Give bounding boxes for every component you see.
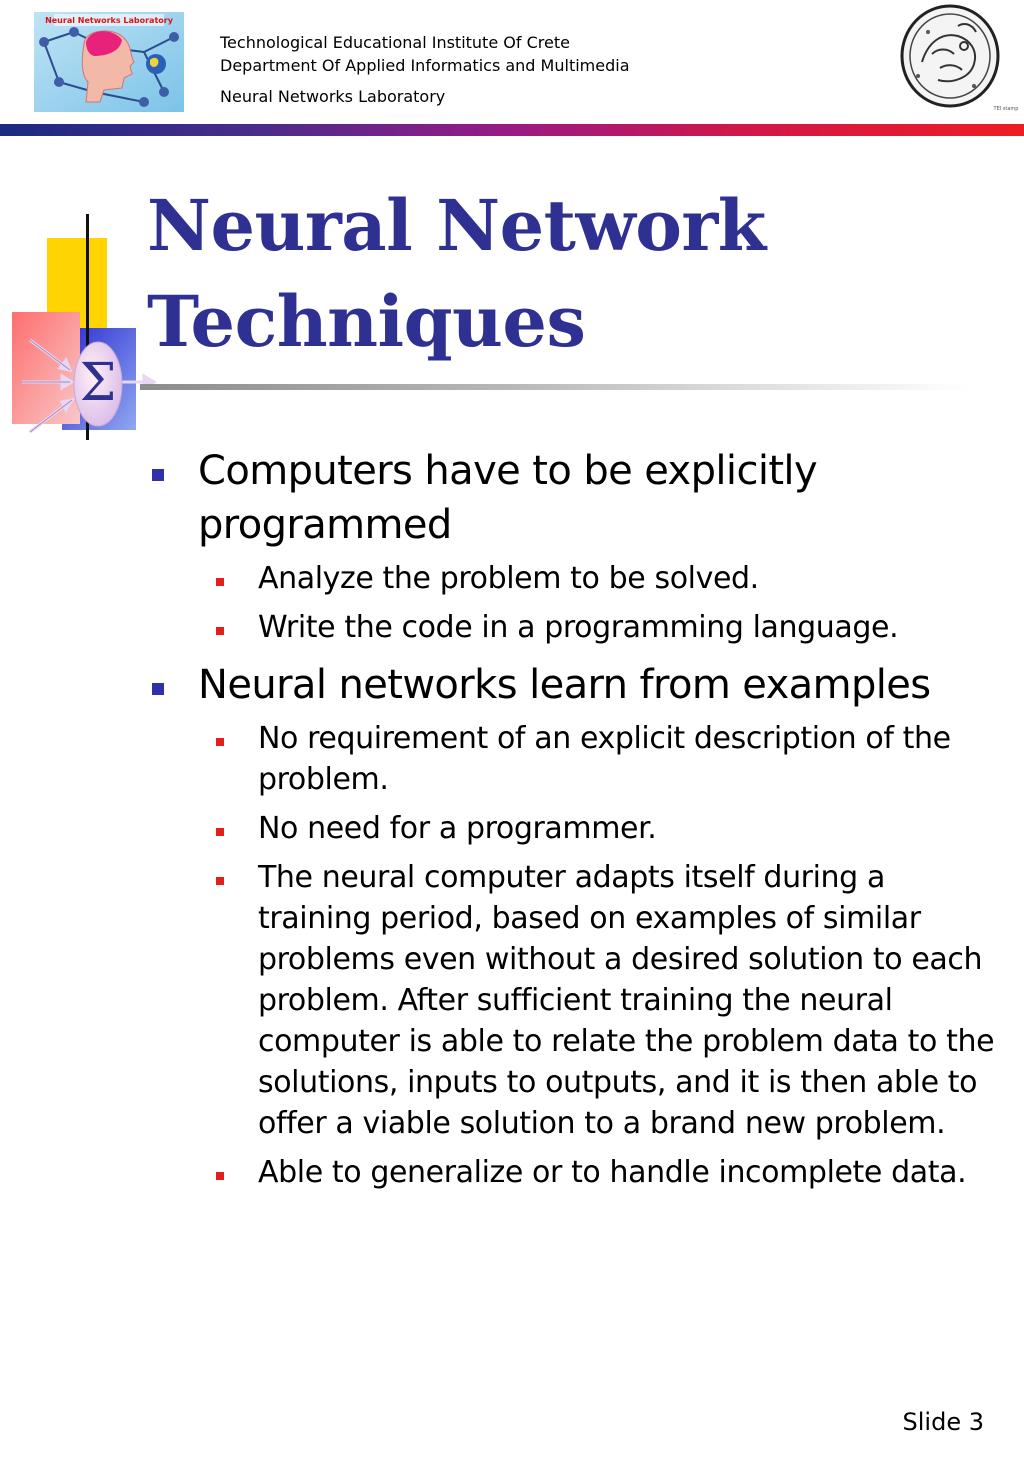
title-line-2: Techniques bbox=[147, 280, 586, 363]
stamp-caption: TEI stamp bbox=[993, 106, 1019, 112]
neuron-sigma-graphic bbox=[0, 200, 160, 450]
bullet-level2 bbox=[148, 718, 998, 800]
bullet-text: Neural networks learn from examples bbox=[198, 662, 931, 708]
bullet-level1 bbox=[148, 658, 998, 712]
slide-number: Slide 3 bbox=[902, 1408, 984, 1436]
institute-stamp bbox=[898, 2, 1024, 114]
bullet-level2 bbox=[148, 857, 998, 1144]
lab-logo-image bbox=[34, 12, 184, 112]
stamp-image bbox=[898, 2, 1024, 114]
sigma-symbol: Σ bbox=[79, 353, 117, 413]
title-decoration bbox=[0, 200, 160, 450]
square-bullet-icon bbox=[152, 683, 164, 695]
square-bullet-icon bbox=[216, 738, 224, 746]
bullet-level2 bbox=[148, 808, 998, 849]
bullet-level1 bbox=[148, 444, 998, 552]
slide-title bbox=[147, 178, 987, 370]
header-text-block bbox=[220, 31, 630, 108]
square-bullet-icon bbox=[216, 627, 224, 635]
square-bullet-icon bbox=[216, 877, 224, 885]
lab-logo bbox=[34, 12, 184, 112]
slide-content bbox=[148, 444, 998, 1201]
title-line-1: Neural Network bbox=[147, 184, 766, 267]
square-bullet-icon bbox=[216, 1172, 224, 1180]
institute-name: Technological Educational Institute Of Crete bbox=[220, 33, 570, 52]
bullet-text: The neural computer adapts itself during a training period, based on examples of similar problems even without a desired solution to each problem. After sufficient training the neural computer is able to relate the problem data to the solutions, inputs to outputs, and it is then able to offer a viable solution to a brand new problem. bbox=[258, 860, 995, 1141]
logo-caption: Neural Networks Laboratory bbox=[45, 16, 173, 25]
bullet-text: Computers have to be explicitly programmed bbox=[198, 448, 818, 548]
bullet-level2 bbox=[148, 607, 998, 648]
bullet-level2 bbox=[148, 558, 998, 599]
lab-name: Neural Networks Laboratory bbox=[220, 87, 446, 106]
bullet-text: No requirement of an explicit description of the problem. bbox=[258, 721, 951, 797]
square-bullet-icon bbox=[152, 469, 164, 481]
square-bullet-icon bbox=[216, 578, 224, 586]
bullet-level2 bbox=[148, 1152, 998, 1193]
title-underline bbox=[140, 384, 970, 390]
bullet-text: Analyze the problem to be solved. bbox=[258, 561, 759, 596]
square-bullet-icon bbox=[216, 828, 224, 836]
bullet-text: Write the code in a programming language. bbox=[258, 610, 899, 645]
bullet-text: No need for a programmer. bbox=[258, 811, 657, 846]
department-name: Department Of Applied Informatics and Multimedia bbox=[220, 56, 630, 75]
header-divider-bar bbox=[0, 124, 1024, 136]
bullet-text: Able to generalize or to handle incomplete data. bbox=[258, 1155, 967, 1190]
